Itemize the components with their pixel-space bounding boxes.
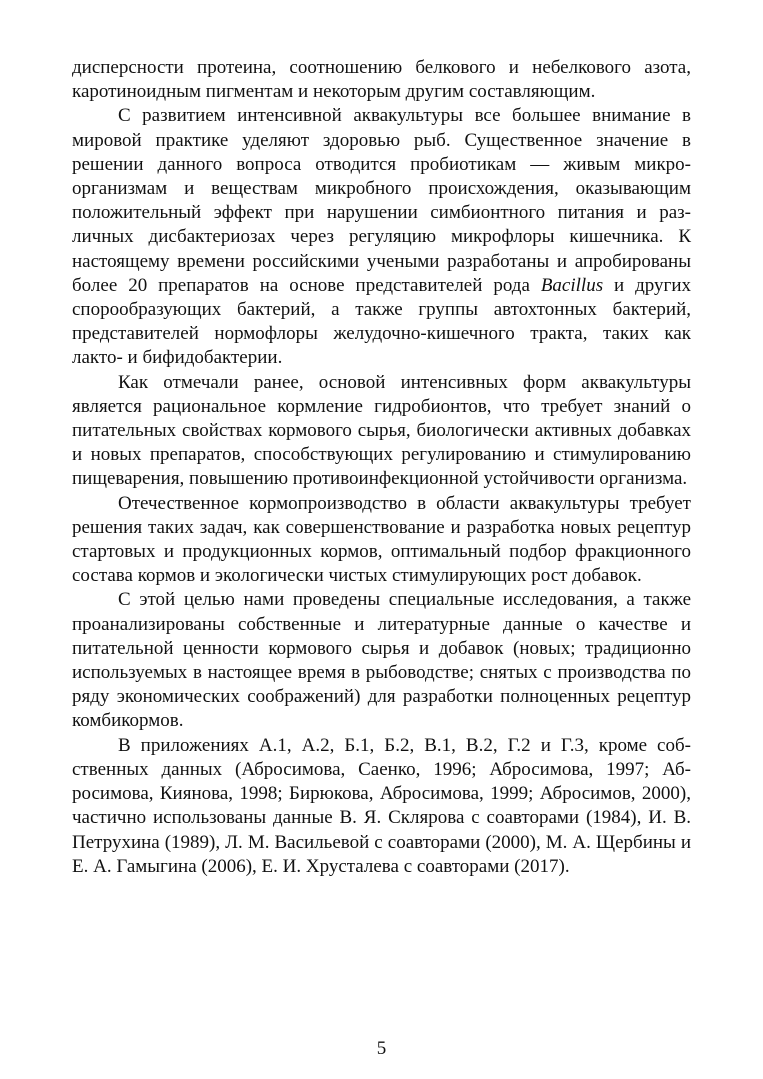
paragraph-text-start: С развитием интенсивной аквакультуры все большее внимание в мировой практике уделяют здоровью рыб. Существенное значение в решении данного вопроса отводится пробиотикам — живым микроорганизмам и веществам микробного происхождения, оказывающим положительный эффект при нарушении симбионтного питания и различных дисбактериозах через регуляцию микрофлоры кишечника. К настоящему времени российскими учеными разработаны и апробированы более 20 препаратов на основе представителей рода	[72, 105, 691, 296]
paragraph-research: С этой целью нами проведены специальные исследования, а также проанализированы собственные и литературные данные о качестве и питательной ценности кормового сырья и добавок (новых; традиционно используемых в настоящее время в рыбоводстве; снятых с производства по ряду экономических соображений) для разработки полноценных рецептур комбикормов.	[72, 589, 691, 732]
page-number: 5	[376, 1038, 387, 1059]
genus-name-italic: Bacillus	[540, 274, 604, 296]
paragraph-probiotics	[72, 104, 691, 370]
paragraph-appendices: В приложениях А.1, А.2, Б.1, Б.2, В.1, В.2, Г.2 и Г.3, кроме собственных данных (Абросимова, Саенко, 1996; Абросимова, 1997; Абросимова, Киянова, 1998; Бирюкова, Абросимова, 1999; Абросимов, 2000), частично использованы данные В. Я. Склярова с соавторами (1984), И. В. Петрухина (1989), Л. М. Васильевой с соавторами (2000), М. А. Щербины и Е. А. Гамыгина (2006), Е. И. Хрусталева с соавторами (2017).	[72, 734, 691, 877]
page-body	[72, 56, 691, 879]
paragraph-feeding: Как отмечали ранее, основой интенсивных форм аквакультуры является рациональное кормление гидробионтов, что требует знаний о питательных свойствах кормового сырья, биологически активных добавках и новых препаратов, способствующих регулированию и стимулированию пищеварения, повышению противоинфекционной устойчивости организма.	[72, 371, 691, 490]
paragraph-feed-production: Отечественное кормопроизводство в области аквакультуры требует решения таких задач, как совершенствование и разработка новых рецептур стартовых и продукционных кормов, оптимальный подбор фракционного состава кормов и экологически чистых стимулирующих рост добавок.	[72, 492, 691, 587]
paragraph-text-end: и других спорообразующих бактерий, а также группы автохтонных бактерий, представителей нормофлоры желудочно-кишечного тракта, таких как лакто- и бифидобактерии.	[72, 274, 691, 369]
paragraph-continuation: дисперсности протеина, соотношению белкового и небелкового азота, каротиноидным пигментам и некоторым другим составляющим.	[72, 57, 691, 103]
